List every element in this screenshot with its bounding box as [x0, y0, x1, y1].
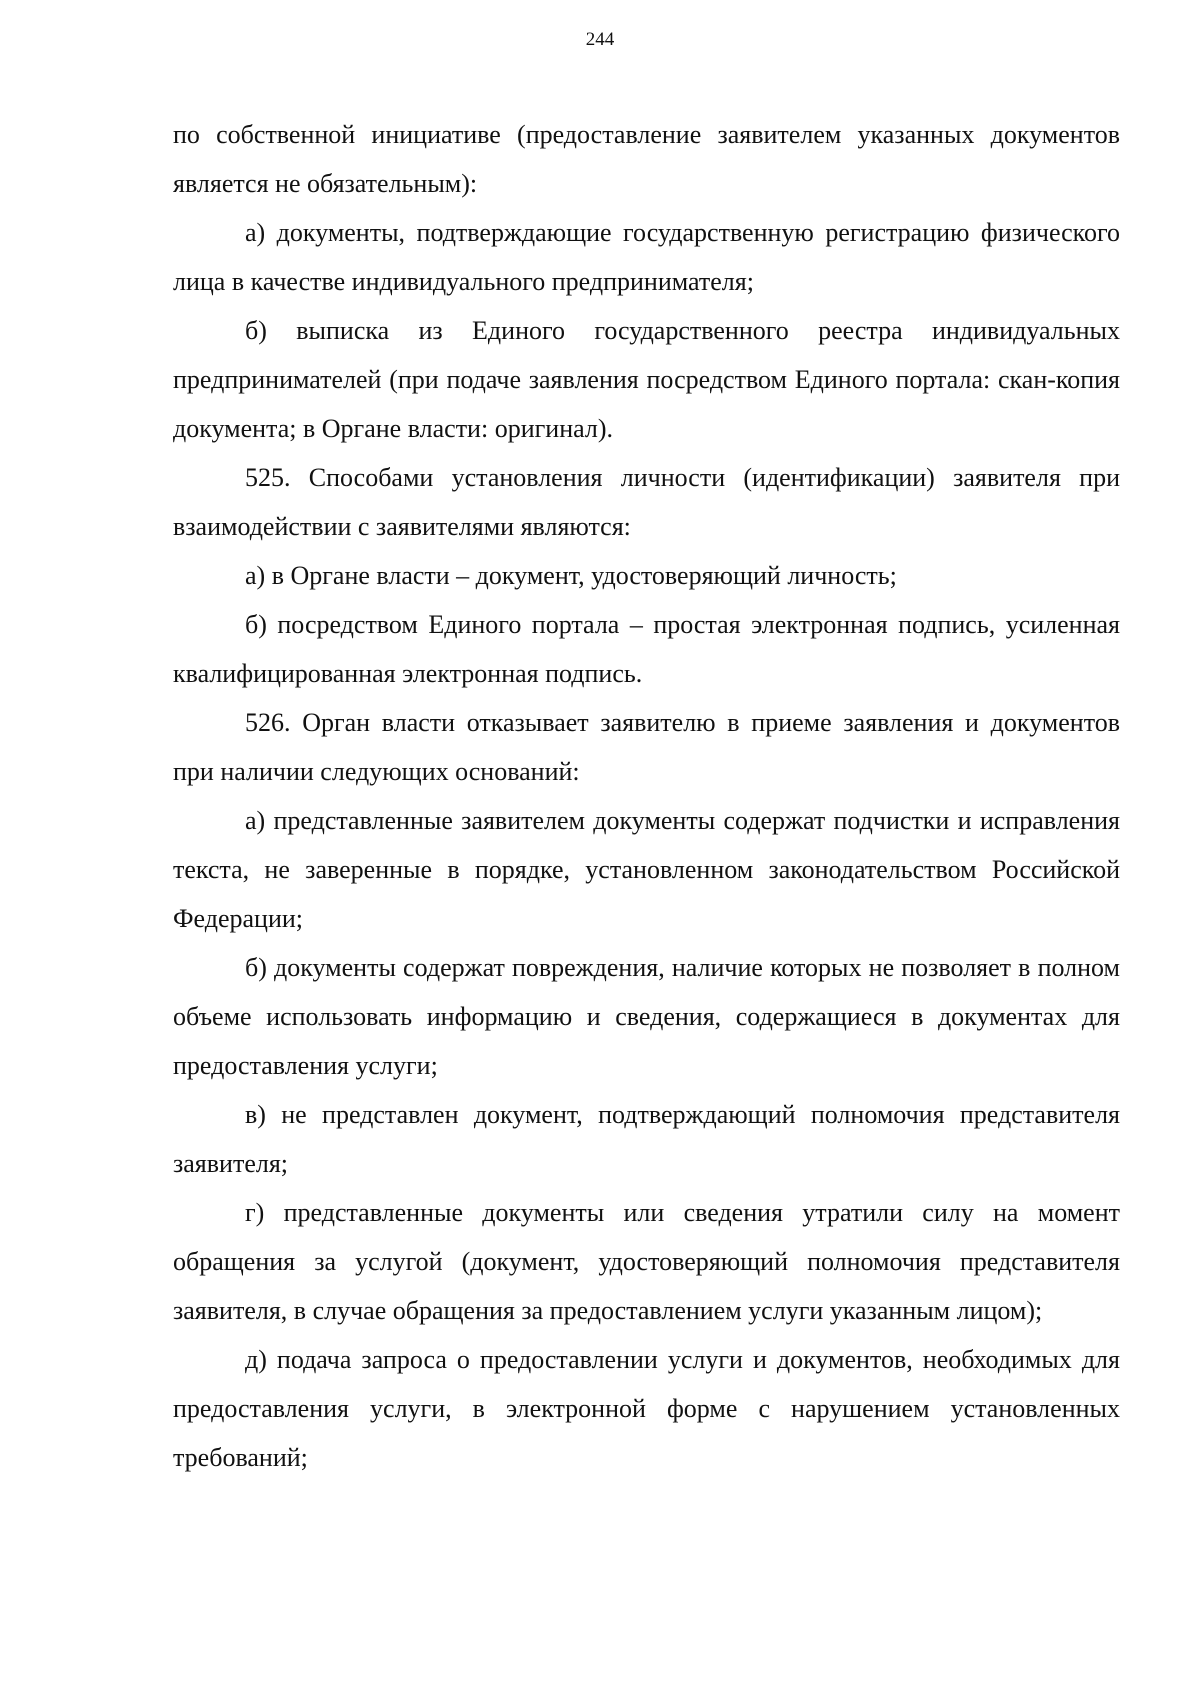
page-number: 244	[585, 29, 615, 50]
paragraph-525: 525. Способами установления личности (идентификации) заявителя при взаимодействии с заявителями являются:	[173, 463, 1120, 541]
paragraph-526-item-a: а) представленные заявителем документы содержат подчистки и исправления текста, не заверенные в порядке, установленном законодательством Российской Федерации;	[173, 806, 1120, 933]
paragraph-526-item-d: д) подача запроса о предоставлении услуги и документов, необходимых для предоставления услуги, в электронной форме с нарушением установленных требований;	[173, 1345, 1120, 1472]
paragraph-525-item-a: а) в Органе власти – документ, удостоверяющий личность;	[245, 561, 897, 590]
paragraph-525-item-b: б) посредством Единого портала – простая электронная подпись, усиленная квалифицированная электронная подпись.	[173, 610, 1120, 688]
paragraph-526: 526. Орган власти отказывает заявителю в приеме заявления и документов при наличии следующих оснований:	[173, 708, 1120, 786]
paragraph-526-item-b: б) документы содержат повреждения, наличие которых не позволяет в полном объеме использовать информацию и сведения, содержащиеся в документах для предоставления услуги;	[173, 953, 1120, 1080]
paragraph-526-item-g: г) представленные документы или сведения утратили силу на момент обращения за услугой (документ, удостоверяющий полномочия представителя заявителя, в случае обращения за предоставлением услуги указанным лицом);	[173, 1198, 1120, 1325]
paragraph-item-a-registration-docs: а) документы, подтверждающие государственную регистрацию физического лица в качестве индивидуального предпринимателя;	[173, 218, 1120, 296]
document-body	[173, 110, 1120, 1482]
paragraph-continuation: по собственной инициативе (предоставление заявителем указанных документов является не обязательным):	[173, 120, 1120, 198]
paragraph-item-b-register-extract: б) выписка из Единого государственного реестра индивидуальных предпринимателей (при подаче заявления посредством Единого портала: скан-копия документа; в Органе власти: оригинал).	[173, 316, 1120, 443]
paragraph-526-item-v: в) не представлен документ, подтверждающий полномочия представителя заявителя;	[173, 1100, 1120, 1178]
